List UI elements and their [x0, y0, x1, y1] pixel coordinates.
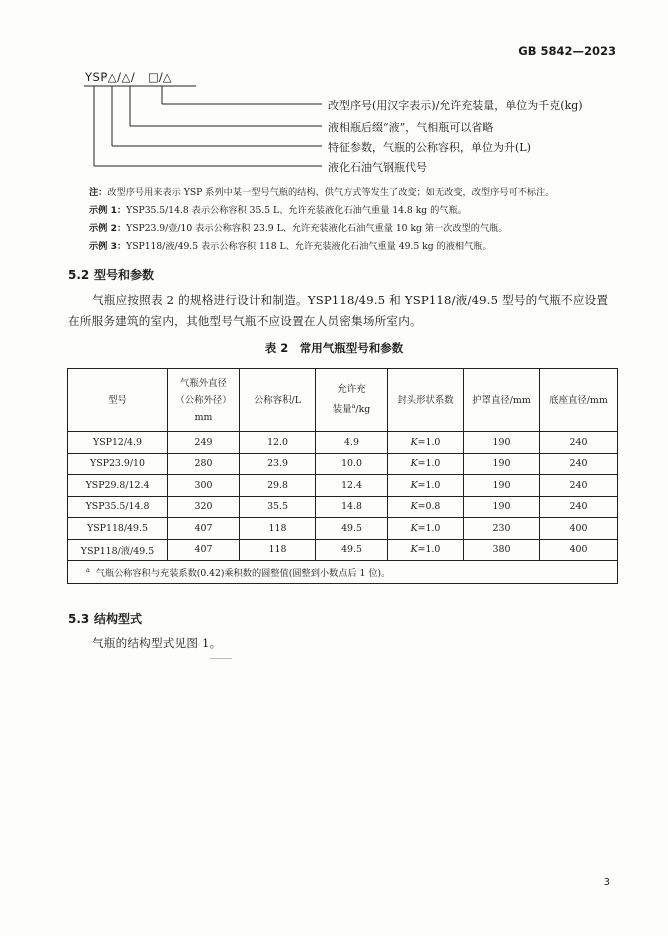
cell-coefficient	[388, 539, 464, 561]
note-line	[89, 184, 629, 202]
note-text: 改型序号用来表示 YSP 系列中某一型号气瓶的结构、供气方式等发生了改变；如无改变，改型序号可不标注。	[107, 187, 555, 198]
table-row	[68, 518, 618, 540]
cell-fill: 10.0	[316, 453, 388, 475]
coefficient-symbol: K	[410, 436, 418, 448]
designation-notes	[89, 184, 629, 256]
table-row	[68, 496, 618, 518]
cell-volume: 35.5	[240, 496, 316, 518]
header-fill-unit: /kg	[355, 404, 371, 416]
cell-volume: 23.9	[240, 453, 316, 475]
header-head-coefficient: 封头形状系数	[388, 369, 464, 432]
cell-model: YSP35.5/14.8	[68, 496, 168, 518]
coefficient-value: =1.0	[417, 544, 441, 556]
example-1-label: 示例 1：	[89, 205, 127, 216]
cell-diameter: 249	[168, 432, 240, 454]
cell-volume: 118	[240, 539, 316, 561]
example-3	[89, 238, 629, 256]
header-guard-diameter: 护罩直径/mm	[464, 369, 540, 432]
note-label: 注：	[89, 187, 108, 198]
example-1	[89, 202, 629, 220]
designation-code-prefix: YSP△/△/	[85, 70, 136, 84]
cell-diameter: 407	[168, 518, 240, 540]
designation-code-suffix: □/△	[148, 70, 172, 84]
page-number: 3	[603, 877, 610, 888]
table-row	[68, 475, 618, 497]
example-3-label: 示例 3：	[89, 241, 127, 252]
cell-model: YSP118/液/49.5	[68, 539, 168, 561]
example-3-text: YSP118/液/49.5 表示公称容积 118 L、允许充装液化石油气重量 49.5 kg 的液相气瓶。	[126, 241, 492, 252]
header-model: 型号	[68, 369, 168, 432]
table-2-specifications	[67, 368, 618, 584]
cell-fill: 14.8	[316, 496, 388, 518]
coefficient-value: =1.0	[417, 436, 441, 448]
section-5-2-paragraph: 气瓶应按照表 2 的规格进行设计和制造。YSP118/49.5 和 YSP118/液/49.5 型号的气瓶不应设置在所服务建筑的室内，其他型号气瓶不应设置在人员密集场所室内。	[68, 293, 609, 328]
cell-model: YSP23.9/10	[68, 453, 168, 475]
section-5-3-title: 结构型式	[94, 612, 143, 626]
coefficient-symbol: K	[410, 458, 418, 470]
header-diameter-line1: 气瓶外直径	[180, 377, 227, 389]
cell-base: 240	[540, 475, 618, 497]
cell-model: YSP118/49.5	[68, 518, 168, 540]
cell-guard: 190	[464, 453, 540, 475]
table-2-title: 表 2 常用气瓶型号和参数	[264, 341, 404, 355]
cell-guard: 190	[464, 432, 540, 454]
section-5-2-heading	[68, 266, 154, 283]
cell-model: YSP29.8/12.4	[68, 475, 168, 497]
coefficient-value: =1.0	[417, 479, 441, 491]
cell-guard: 380	[464, 539, 540, 561]
header-volume: 公称容积/L	[240, 369, 316, 432]
cell-fill: 4.9	[316, 432, 388, 454]
cell-base: 240	[540, 432, 618, 454]
table-footnote	[68, 561, 618, 584]
cell-diameter: 407	[168, 539, 240, 561]
table-row	[68, 453, 618, 475]
cell-base: 400	[540, 518, 618, 540]
cell-coefficient	[388, 496, 464, 518]
example-2	[89, 220, 629, 238]
table-header-row	[68, 369, 618, 432]
cell-coefficient	[388, 453, 464, 475]
coefficient-symbol: K	[410, 479, 418, 491]
header-fill-text: 装量	[332, 404, 352, 416]
coefficient-symbol: K	[410, 544, 418, 556]
header-fill-line2	[316, 398, 387, 418]
cell-base: 240	[540, 453, 618, 475]
footnote-mark: a	[86, 565, 90, 574]
cell-fill: 49.5	[316, 539, 388, 561]
example-2-label: 示例 2：	[89, 223, 127, 234]
designation-label-liquid-suffix: 液相瓶后缀“液”，气相瓶可以省略	[328, 121, 494, 134]
designation-label-code: 液化石油气钢瓶代号	[328, 161, 427, 174]
coefficient-symbol: K	[410, 501, 418, 513]
example-1-text: YSP35.5/14.8 表示公称容积 35.5 L、允许充装液化石油气重量 14.8 kg 的气瓶。	[126, 205, 467, 216]
table-footnote-row	[68, 561, 618, 584]
cell-volume: 12.0	[240, 432, 316, 454]
section-5-3-heading	[68, 610, 142, 627]
cell-volume: 118	[240, 518, 316, 540]
cell-fill: 12.4	[316, 475, 388, 497]
scan-mark	[210, 658, 232, 659]
footnote-text: 气瓶公称容积与充装系数(0.42)乘积数的圆整值(圆整到小数点后 1 位)。	[95, 568, 391, 579]
standard-number: GB 5842—2023	[518, 44, 616, 58]
table-row	[68, 539, 618, 561]
table-row	[68, 432, 618, 454]
header-diameter	[168, 369, 240, 432]
cell-diameter: 300	[168, 475, 240, 497]
header-fill-line1: 允许充	[337, 384, 366, 396]
header-fill-footnote-mark: a	[351, 402, 356, 411]
coefficient-value: =1.0	[417, 522, 441, 534]
example-2-text: YSP23.9/壹/10 表示公称容积 23.9 L、允许充装液化石油气重量 10 kg 第一次改型的气瓶。	[126, 223, 508, 234]
cell-coefficient	[388, 518, 464, 540]
cell-coefficient	[388, 475, 464, 497]
designation-label-modification: 改型序号(用汉字表示)/允许充装量，单位为千克(kg)	[328, 99, 583, 112]
section-5-2-title: 型号和参数	[94, 268, 155, 282]
cell-guard: 190	[464, 496, 540, 518]
section-5-2-number: 5.2	[68, 268, 90, 282]
cell-guard: 190	[464, 475, 540, 497]
cell-fill: 49.5	[316, 518, 388, 540]
coefficient-symbol: K	[410, 522, 418, 534]
cell-guard: 230	[464, 518, 540, 540]
cell-base: 240	[540, 496, 618, 518]
cell-model: YSP12/4.9	[68, 432, 168, 454]
section-5-3-paragraph: 气瓶的结构型式见图 1。	[92, 636, 222, 650]
header-diameter-unit: mm	[194, 411, 213, 423]
header-base-diameter: 底座直径/mm	[540, 369, 618, 432]
coefficient-value: =1.0	[417, 458, 441, 470]
cell-volume: 29.8	[240, 475, 316, 497]
cell-diameter: 280	[168, 453, 240, 475]
section-5-3-number: 5.3	[68, 612, 90, 626]
cell-coefficient	[388, 432, 464, 454]
designation-label-volume: 特征参数，气瓶的公称容积，单位为升(L)	[328, 141, 531, 154]
header-fill	[316, 369, 388, 432]
cell-base: 400	[540, 539, 618, 561]
header-diameter-line2: （公称外径）	[175, 394, 232, 406]
coefficient-value: =0.8	[417, 501, 441, 513]
cell-diameter: 320	[168, 496, 240, 518]
